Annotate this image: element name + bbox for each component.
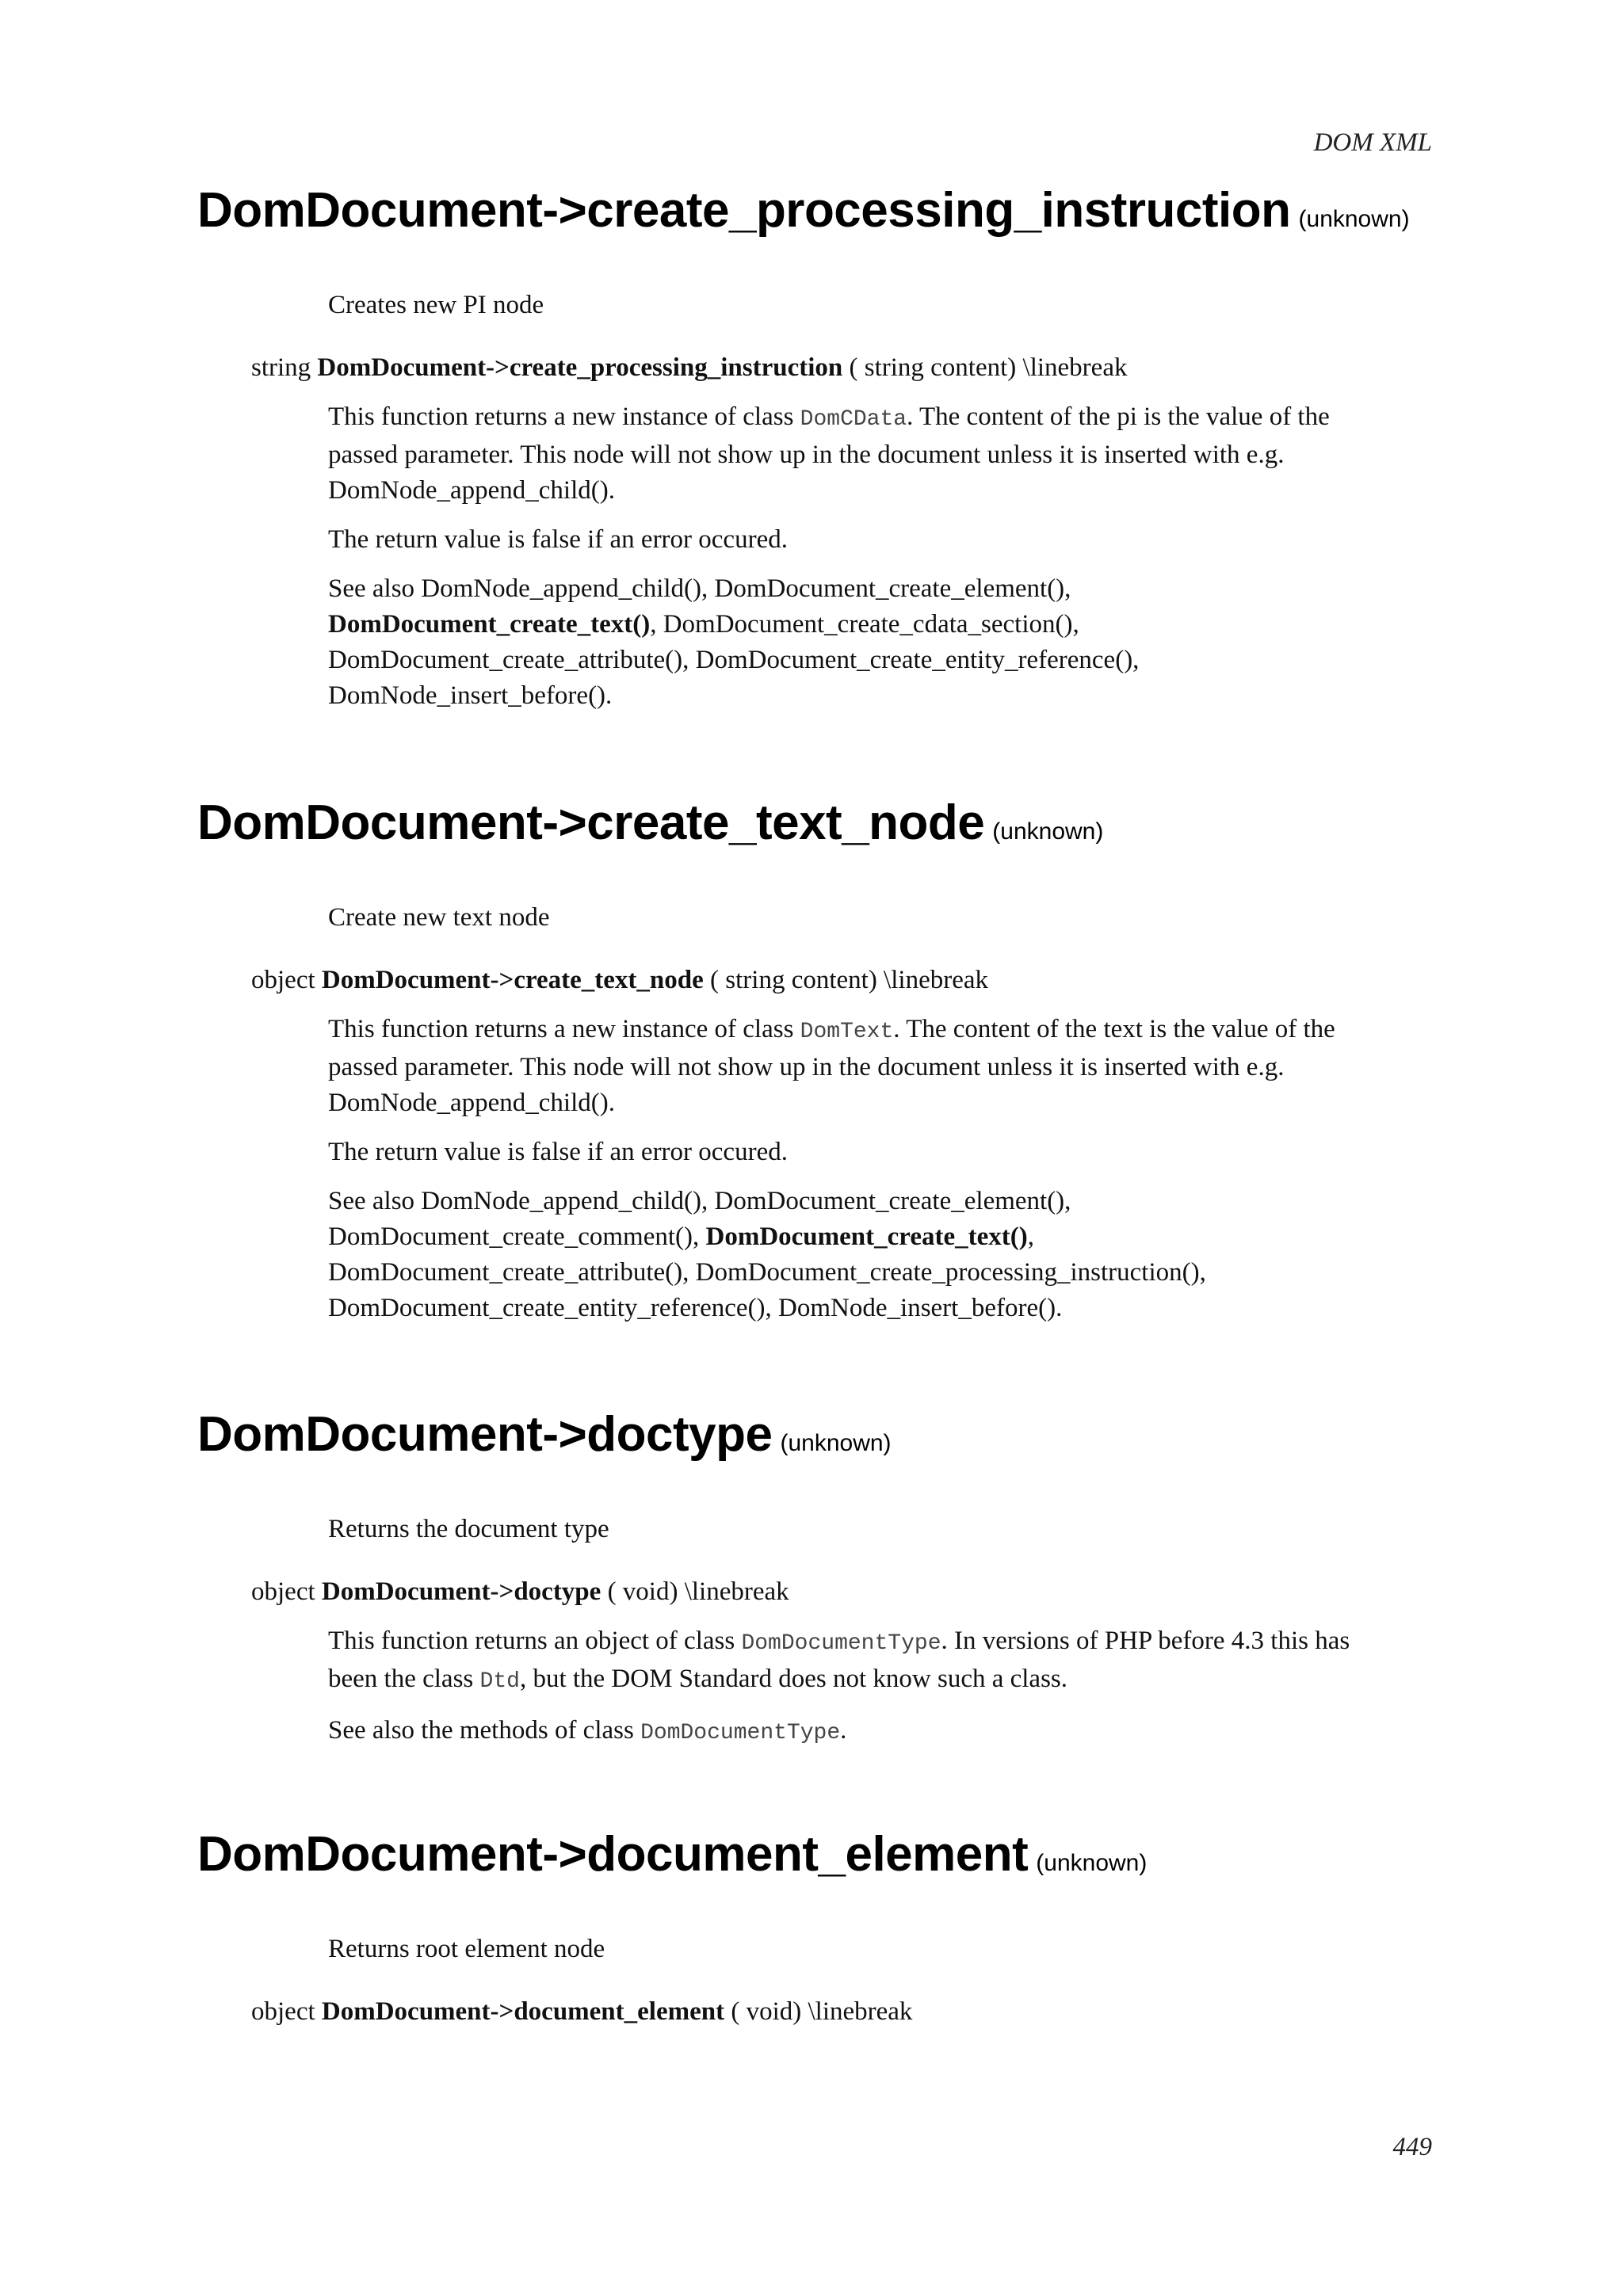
method-synopsis (251, 353, 1127, 383)
purpose-text: Returns the document type (328, 1515, 609, 1543)
return-note: The return value is false if an error occured. (328, 525, 788, 554)
method-name: DomDocument->doctype (321, 1577, 601, 1606)
class-name: DomDocumentType (640, 1721, 841, 1745)
class-name: DomDocumentType (741, 1631, 941, 1656)
return-note: The return value is false if an error occured. (328, 1138, 788, 1166)
method-name: DomDocument->create_processing_instruction (317, 353, 843, 382)
section-heading (197, 1406, 892, 1463)
return-type: object (251, 1997, 315, 2026)
section-heading (197, 795, 1103, 851)
return-type: object (251, 1577, 315, 1606)
method-params: ( string content) \linebreak (710, 966, 988, 994)
method-params: ( string content) \linebreak (849, 353, 1128, 382)
heading-status: (unknown) (1298, 206, 1410, 232)
see-also: See also the methods of class DomDocumentType. (328, 1716, 847, 1745)
method-synopsis (251, 1997, 912, 2027)
heading-title: DomDocument->create_text_node (197, 795, 985, 850)
see-also-highlight: DomDocument_create_text() (328, 610, 651, 639)
method-params: ( void) \linebreak (607, 1577, 789, 1606)
description-block (328, 1623, 1438, 1764)
description-paragraph: This function returns a new instance of class DomCData. The content of the pi is the value of the passed parameter. This node will not show up in the document unless it is inserted with e.g. DomNode_append_child(). (328, 402, 1330, 505)
section-heading (197, 1826, 1147, 1882)
purpose-text: Creates new PI node (328, 291, 544, 319)
heading-title: DomDocument->create_processing_instruction (197, 183, 1291, 238)
heading-status: (unknown) (780, 1430, 892, 1456)
purpose-text: Create new text node (328, 903, 550, 932)
description-paragraph: This function returns a new instance of class DomText. The content of the text is the value of the passed parameter. This node will not show up in the document unless it is inserted with e.g. DomNode_append_child(). (328, 1015, 1335, 1117)
purpose-text: Returns root element node (328, 1935, 605, 1963)
method-synopsis (251, 1577, 789, 1607)
heading-status: (unknown) (992, 818, 1104, 845)
return-type: object (251, 966, 315, 994)
running-header: DOM XML (1313, 128, 1432, 157)
method-synopsis (251, 966, 988, 995)
class-name: DomCData (800, 407, 907, 432)
heading-title: DomDocument->doctype (197, 1407, 773, 1462)
see-also-highlight: DomDocument_create_text() (705, 1222, 1028, 1251)
method-params: ( void) \linebreak (731, 1997, 913, 2026)
description-block (328, 399, 1438, 727)
page-number: 449 (1392, 2133, 1432, 2161)
return-type: string (251, 353, 311, 382)
heading-title: DomDocument->document_element (197, 1827, 1029, 1882)
section-heading (197, 182, 1410, 238)
class-name: Dtd (479, 1669, 520, 1694)
see-also: See also DomNode_append_child(), DomDocument_create_element(), DomDocument_create_comment(), DomDocument_create_text(), DomDocument_create_attribute(), DomDocument_create_processing_instruction(), DomDocument_create_entity_reference(), DomNode_insert_before(). (328, 1187, 1206, 1322)
description-block (328, 1012, 1438, 1340)
class-name: DomText (800, 1020, 894, 1044)
heading-status: (unknown) (1036, 1850, 1148, 1876)
method-name: DomDocument->create_text_node (321, 966, 704, 994)
see-also: See also DomNode_append_child(), DomDocument_create_element(), DomDocument_create_text(), DomDocument_create_cdata_section(), DomDocument_create_attribute(), DomDocument_create_entity_reference(), DomNode_insert_before(). (328, 574, 1140, 710)
method-name: DomDocument->document_element (321, 1997, 725, 2026)
description-paragraph: This function returns an object of class DomDocumentType. In versions of PHP before 4.3 this has been the class Dtd, but the DOM Standard does not know such a class. (328, 1627, 1350, 1694)
